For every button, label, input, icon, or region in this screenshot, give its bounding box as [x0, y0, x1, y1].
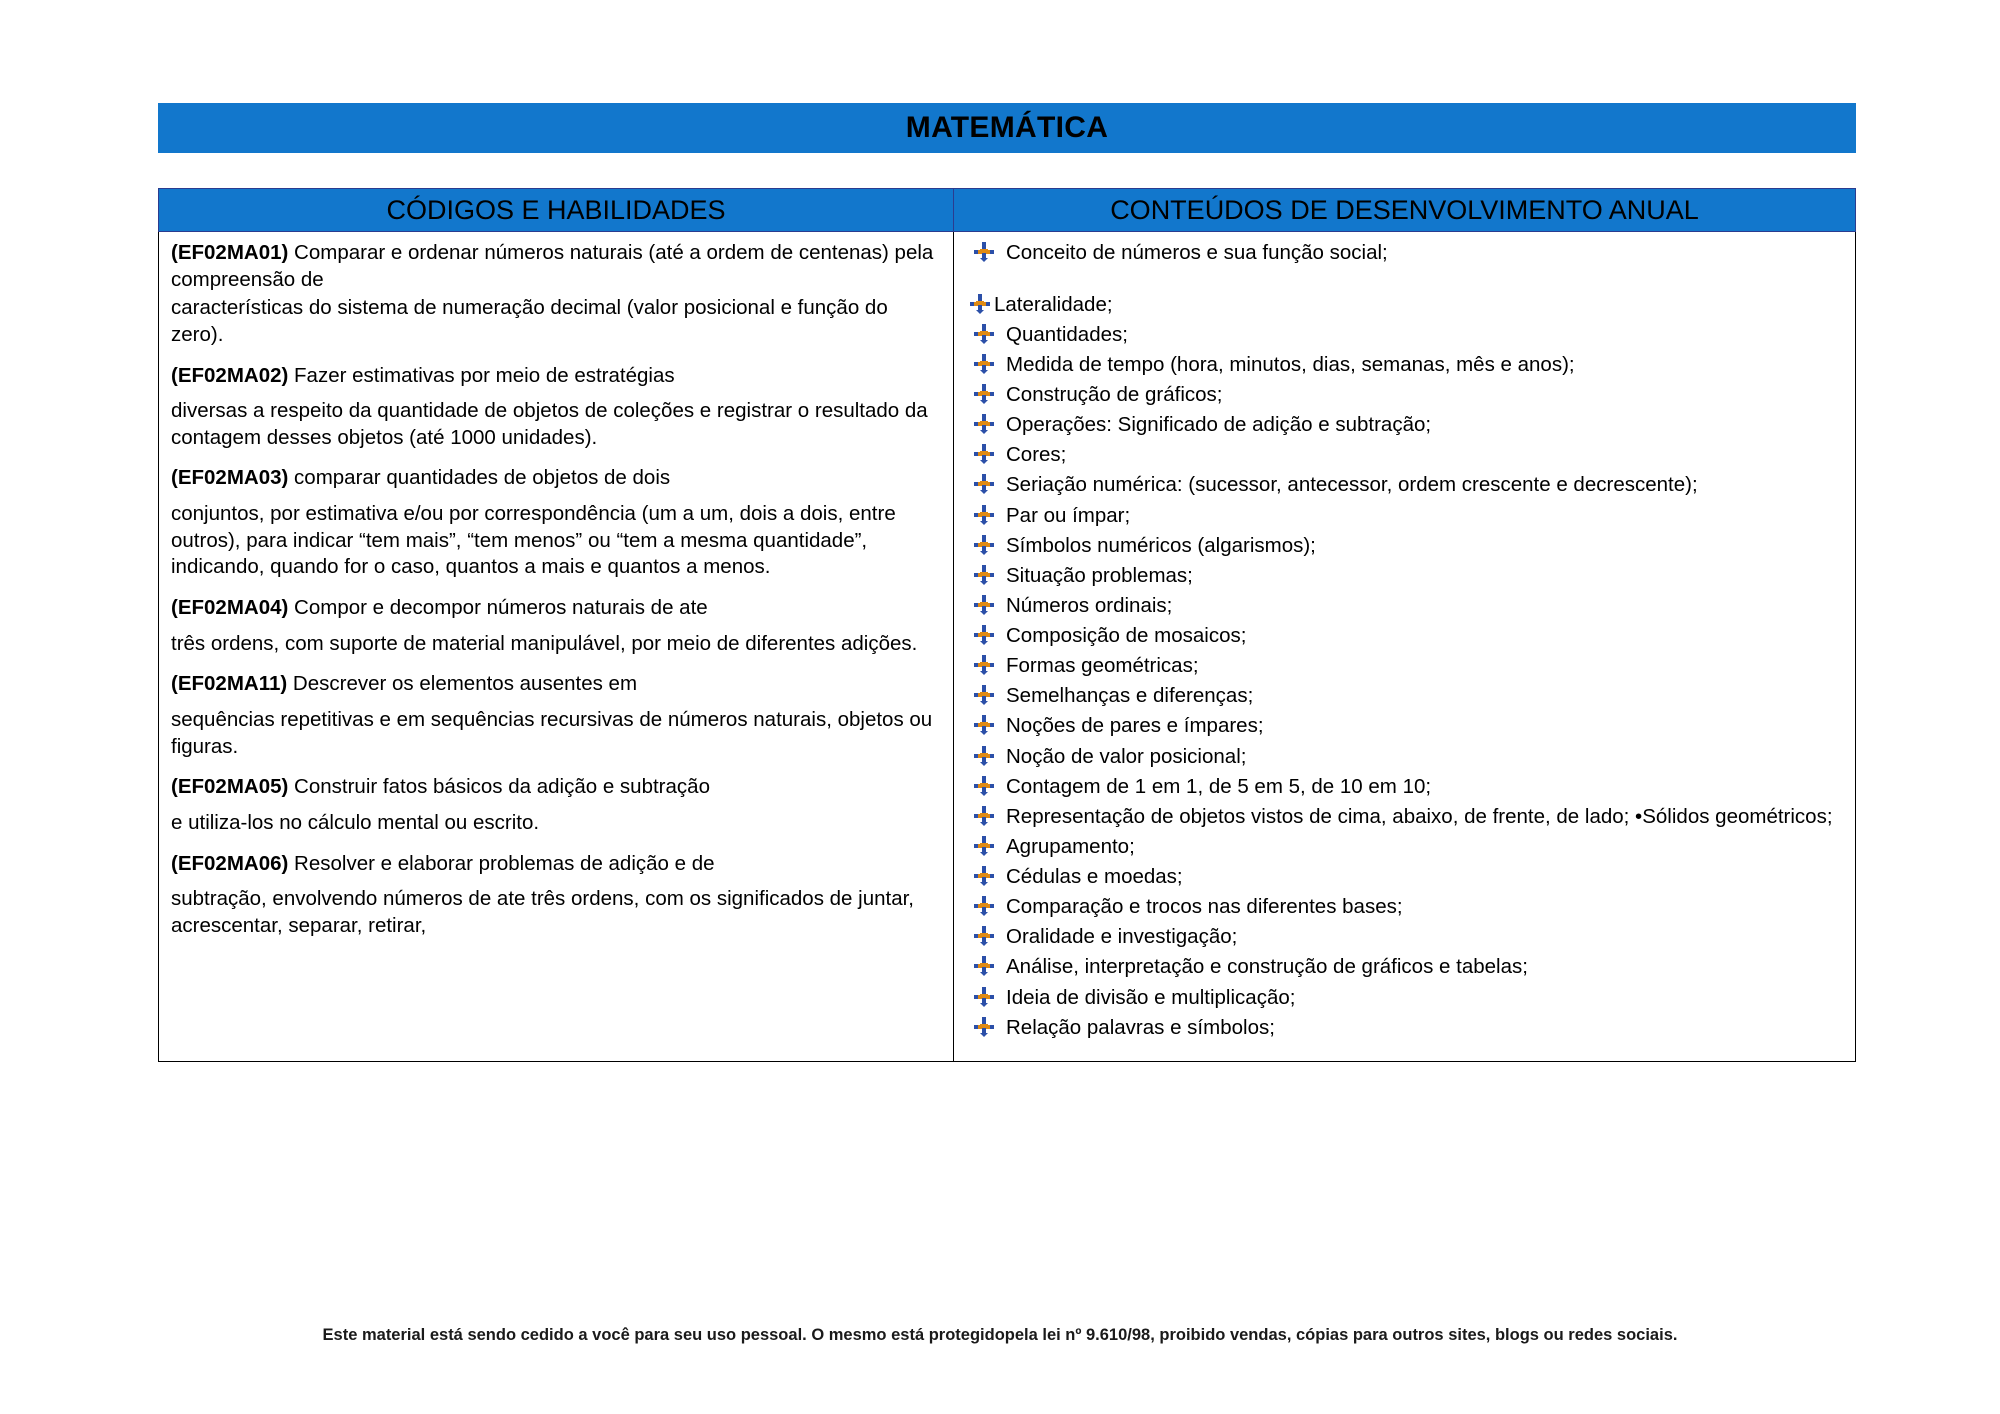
content-item: [972, 442, 1845, 468]
arrow-bullet-icon: [974, 866, 994, 886]
document-title-bar: [158, 103, 1856, 153]
content-item: [972, 834, 1845, 860]
skill-first-line-text: Fazer estimativas por meio de estratégias: [288, 363, 675, 387]
skill-first-line-text: Resolver e elaborar problemas de adição e de: [288, 851, 715, 875]
skill-description: e utiliza-los no cálculo mental ou escrito.: [171, 810, 540, 834]
skill-code: (EF02MA01): [171, 241, 289, 264]
curriculum-table: [158, 188, 1856, 1062]
skill-description: diversas a respeito da quantidade de objetos de coleções e registrar o resultado da contagem desses objetos (até 1000 unidades).: [171, 399, 928, 449]
skill-code: (EF02MA11): [171, 672, 288, 696]
arrow-bullet-icon: [974, 896, 994, 916]
skill-code: (EF02MA03): [171, 466, 289, 490]
skill-code: (EF02MA05): [171, 775, 289, 799]
content-item-label: Noções de pares e ímpares;: [1006, 714, 1264, 738]
content-item-label: Representação de objetos vistos de cima, abaixo, de frente, de lado; •Sólidos geométricos;: [1006, 804, 1833, 828]
content-item-label: Símbolos numéricos (algarismos);: [1006, 533, 1316, 557]
content-item-label: Ideia de divisão e multiplicação;: [1006, 985, 1296, 1009]
content-item: [972, 240, 1845, 266]
content-item-label: Par ou ímpar;: [1006, 503, 1131, 527]
page-title: MATEMÁTICA: [905, 111, 1109, 144]
content-item-label: Quantidades;: [1006, 322, 1128, 346]
content-item: [972, 924, 1845, 950]
skill-first-line-text: Comparar e ordenar números naturais (até a ordem de centenas) pela compreensão de: [171, 241, 934, 291]
content-item-label: Formas geométricas;: [1006, 654, 1199, 678]
content-item-label: Medida de tempo (hora, minutos, dias, semanas, mês e anos);: [1006, 352, 1575, 376]
skill-item: [171, 465, 943, 581]
content-item-label: Operações: Significado de adição e subtração;: [1006, 413, 1432, 437]
content-item-label: Contagem de 1 em 1, de 5 em 5, de 10 em 10;: [1006, 774, 1432, 798]
arrow-bullet-icon: [974, 565, 994, 585]
content-item: [972, 864, 1845, 890]
content-item: [972, 653, 1845, 679]
content-item: [972, 382, 1845, 408]
skill-item: [171, 363, 943, 452]
content-item-label: Situação problemas;: [1006, 563, 1193, 587]
skill-first-line: [171, 240, 943, 293]
content-item: [972, 563, 1845, 589]
arrow-bullet-icon: [974, 625, 994, 645]
skill-first-line: [171, 851, 943, 878]
arrow-bullet-icon: [974, 242, 994, 262]
arrow-bullet-icon: [974, 1017, 994, 1037]
content-item-label: Cores;: [1006, 443, 1067, 467]
skills-cell: [159, 232, 954, 1061]
skill-first-line-text: comparar quantidades de objetos de dois: [288, 466, 671, 490]
skill-description: três ordens, com suporte de material manipulável, por meio de diferentes adições.: [171, 631, 918, 655]
footer-note: Este material está sendo cedido a você para seu uso pessoal. O mesmo está protegidopela lei nº 9.610/98, proibido vendas, cópias para outros sites, blogs ou redes sociais.: [322, 1326, 1678, 1344]
skill-first-line-text: Compor e decompor números naturais de ate: [288, 596, 708, 620]
arrow-bullet-icon: [974, 956, 994, 976]
arrow-bullet-icon: [974, 655, 994, 675]
content-item: [972, 533, 1845, 559]
content-item-label: Lateralidade;: [994, 292, 1113, 316]
arrow-bullet-icon: [974, 987, 994, 1007]
skill-item: [171, 671, 943, 760]
arrow-bullet-icon: [974, 926, 994, 946]
skill-first-line: [171, 363, 943, 390]
content-item-label: Seriação numérica: (sucessor, antecessor, ordem crescente e decrescente);: [1006, 473, 1698, 497]
column-header-conteudos: CONTEÚDOS DE DESENVOLVIMENTO ANUAL: [1110, 194, 1699, 225]
table-header-row: [158, 188, 1856, 232]
content-item: [972, 894, 1845, 920]
content-item-label: Números ordinais;: [1006, 593, 1173, 617]
arrow-bullet-icon: [974, 595, 994, 615]
arrow-bullet-icon: [974, 354, 994, 374]
content-item: [972, 623, 1845, 649]
content-item-label: Cédulas e moedas;: [1006, 865, 1183, 888]
contents-cell: [954, 232, 1855, 1061]
arrow-bullet-icon: [974, 505, 994, 525]
content-item: [972, 593, 1845, 619]
skill-code: (EF02MA02): [171, 363, 289, 387]
arrow-bullet-icon: [974, 746, 994, 766]
content-item: [972, 954, 1845, 980]
skill-item: [171, 595, 943, 657]
contents-list: [972, 240, 1845, 1040]
skill-first-line-text: Construir fatos básicos da adição e subtração: [288, 775, 710, 799]
skill-description: sequências repetitivas e em sequências recursivas de números naturais, objetos ou figuras.: [171, 707, 933, 758]
arrow-bullet-icon: [974, 806, 994, 826]
content-item-label: Oralidade e investigação;: [1006, 925, 1238, 949]
arrow-bullet-icon: [974, 384, 994, 404]
arrow-bullet-icon: [974, 414, 994, 434]
content-item-label: Agrupamento;: [1006, 834, 1135, 858]
arrow-bullet-icon: [974, 444, 994, 464]
skill-item: [171, 240, 943, 349]
content-item-label: Semelhanças e diferenças;: [1006, 684, 1254, 708]
content-item: [972, 412, 1845, 438]
content-item: [972, 472, 1845, 498]
arrow-bullet-icon: [974, 776, 994, 796]
skill-item: [171, 851, 943, 940]
content-item-label: Noção de valor posicional;: [1006, 744, 1247, 768]
content-item: [972, 985, 1845, 1011]
arrow-bullet-icon: [974, 836, 994, 856]
content-item-label: Conceito de números e sua função social;: [1006, 241, 1388, 264]
content-item-label: Construção de gráficos;: [1006, 383, 1223, 406]
arrow-bullet-icon: [970, 294, 990, 314]
content-item: [972, 322, 1845, 348]
skill-code: (EF02MA06): [171, 851, 289, 875]
skill-first-line: [171, 595, 943, 622]
skill-first-line-text: Descrever os elementos ausentes em: [287, 672, 638, 696]
content-item-label: Relação palavras e símbolos;: [1006, 1015, 1275, 1039]
arrow-bullet-icon: [974, 685, 994, 705]
content-item: [972, 774, 1845, 800]
arrow-bullet-icon: [974, 474, 994, 494]
content-item: [972, 744, 1845, 770]
skill-item: [171, 774, 943, 836]
content-item: [972, 352, 1845, 378]
content-item-label: Análise, interpretação e construção de gráficos e tabelas;: [1006, 955, 1528, 979]
skill-description: subtração, envolvendo números de ate três ordens, com os significados de juntar, acrescentar, separar, retirar,: [171, 887, 914, 937]
content-item: [972, 1015, 1845, 1041]
content-item: [972, 713, 1845, 739]
content-item-label: Comparação e trocos nas diferentes bases;: [1006, 895, 1403, 919]
content-item: [972, 683, 1845, 709]
table-body-row: [158, 232, 1856, 1062]
skill-description: características do sistema de numeração decimal (valor posicional e função do zero).: [171, 296, 888, 346]
skill-first-line: [171, 671, 943, 698]
column-header-codigos-habilidades: CÓDIGOS E HABILIDADES: [159, 189, 954, 231]
skill-first-line: [171, 465, 943, 492]
content-item: [972, 503, 1845, 529]
arrow-bullet-icon: [974, 535, 994, 555]
arrow-bullet-icon: [974, 324, 994, 344]
content-item: [972, 292, 1845, 318]
content-item-label: Composição de mosaicos;: [1006, 624, 1247, 647]
skill-description: conjuntos, por estimativa e/ou por correspondência (um a um, dois a dois, entre outros), para indicar “tem mais”, “tem menos” ou “tem a mesma quantidade”, indicando, quando for o caso, quantos a mais e quantos a menos.: [171, 502, 896, 579]
skill-first-line: [171, 774, 943, 801]
skill-code: (EF02MA04): [171, 596, 289, 620]
content-item: [972, 804, 1845, 830]
arrow-bullet-icon: [974, 715, 994, 735]
